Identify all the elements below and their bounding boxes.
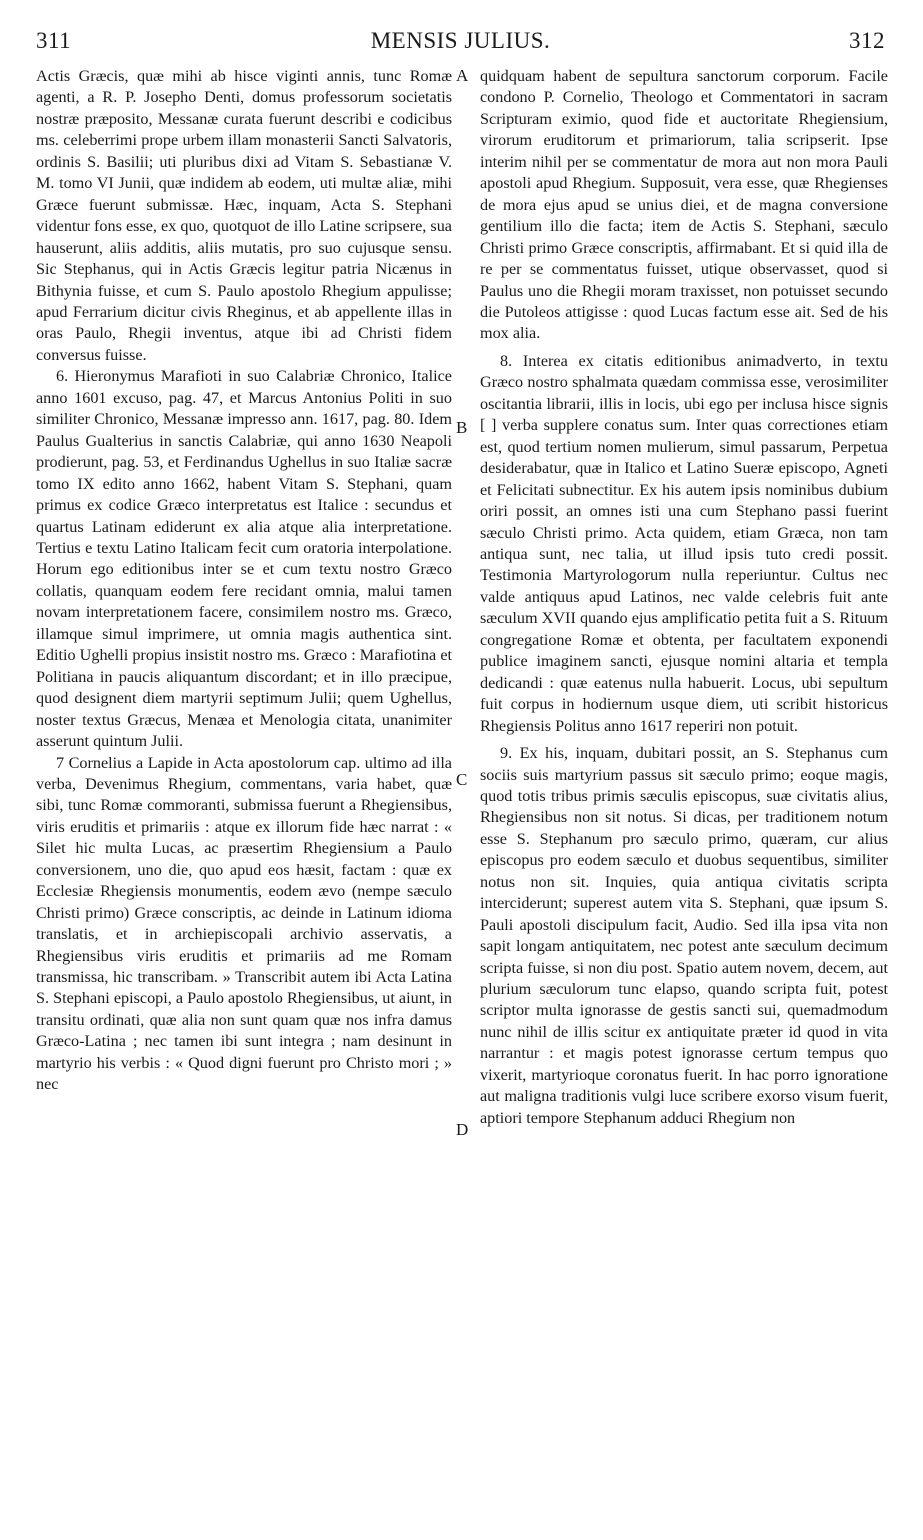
paragraph: 9. Ex his, inquam, dubitari possit, an S. Stephanus cum sociis suis martyrium passus sit sæculo primo; eoque magis, quod totis tribus primis sæculis episcopus, suæ civitatis alius, Rhegiensibus non sit notus. Si dicas, per traditionem notum esse S. Stephanum pro sæculo primo, quæram, cur alius episcopus pro eodem sæculo et duobus sequentibus, similiter notus non sit. Inquies, quia antiqua civitatis scripta interciderunt; superest autem vita S. Stephani, quæ ipsum S. Pauli apostoli discipulum facit, Audio. Sed illa ipsa vita non sapit longam antiquitatem, nec potest ante sæculum decimum scripta fuisse, si non diu post. Spatio autem novem, decem, aut plurium sæculorum tunc elapso, quando scripta fuit, potest scriptor multa ignorasse de gestis sancti sui, quemadmodum nunc nihil de illis scitur ex antiquitate præter id quod in vita narrantur : et magis potest ignorasse certum tempus quo vixerit, martyrioque coronatus fuerit. In hac porro ignoratione aut maligna traditionis vulgi luce scribere exorso visum fuerit, aptiori tempore Stephanum adduci Rhegium non [480,744,888,1127]
running-title: MENSIS JULIUS. [370,28,551,53]
margin-marker-a: A [456,66,469,85]
page-number-right: 312 [849,28,885,53]
paragraph: quidquam habent de sepultura sanctorum corporum. Facile condono P. Cornelio, Theologo et Commentatori in sacram Scripturam eximio, quod fide et auctoritate Rhegiensium, virorum eruditorum et primariorum, talia scripserit. Ipse interim nihil per se commentatur de mora aut non mora Pauli apostoli apud Rhegium. Supposuit, vera esse, quæ Rhegienses de mora ejus apud se unius diei, et de magna conversione gentilium illo die facta; item de Actis S. Stephani, sæculo Christi primo Græce conscriptis, affirmabant. Et si quid illa de re per se commentatus fuisset, utique observasset, quod si Paulus uno die Rhegii moram traxisset, non potuisset secundo die Putoleos attigisse : quod Lucas factum esse ait. Sed de his mox alia. [480,67,888,343]
left-column [36,66,452,1096]
page-number-left: 311 [36,28,72,53]
margin-marker-b: B [456,418,468,437]
paragraph: 7 Cornelius a Lapide in Acta apostolorum cap. ultimo ad illa verba, Devenimus Rhegium, commentans, varia habet, quæ sibi, tunc Romæ commoranti, submissa fuerunt a Rhegiensibus, viris eruditis et primariis : atque ex illorum fide hæc narrat : « Silet hic multa Lucas, ac præsertim Rhegiensium a Paulo conversionem, uno die, quo apud eos hæsit, factam : quæ ex Ecclesiæ Rhegiensis monumentis, eodem ævo (nempe sæculo Christi primo) Græce conscriptis, ac deinde in Latinum idioma translatis, et in archiepiscopali archivio asservatis, a Rhegiensibus viris eruditis et primariis ad me Romam transmissa, hic transcribam. » Transcribit autem ibi Acta Latina S. Stephani episcopi, a Paulo apostolo Rhegiensibus, ut aiunt, in transitu ordinati, quæ alia non sunt quam quæ nos infra damus Græco-Latina ; nec tamen ibi sunt integra ; nam desinunt in martyrio his verbis : « Quod digni fuerunt pro Christo mori ; » nec [36,753,452,1094]
paragraph: 8. Interea ex citatis editionibus animadverto, in textu Græco nostro sphalmata quædam commissa esse, verosimiliter oscitantia librarii, illis in locis, ubi ego per inclusa hisce signis [ ] verba supplere conatus sum. Inter quas correctiones etiam est, quod tertium nomen mulierum, simul passarum, Perpetua desiderabatur, quæ in Italico et Latino Sueræ episcopo, Agneti et Felicitati subnectitur. Ex his autem ipsis nominibus dubium oriri possit, an omnes isti una cum Stephano passi fuerint sæculo Christi primo. Acta quidem, etiam Græca, non tam antiqua sunt, nec talia, ut illud ipsis tuto credi possit. Testimonia Martyrologorum nulla reperiuntur. Cultus nec valde antiquus apud Latinos, nec valde celebris fuit ante sæculum XVII quando ejus amplificatio petita fuit a S. Rituum congregatione Romæ et obtenta, per facultatem exponendi publice imaginem sancti, ejusque nomini altaria et templa dedicandi : quæ eatenus nulla habuerit. Locus, ubi sepultum fuit corpus in hodiernum usque diem, uti scribit historicus Rhegiensis Politus anno 1617 reperiri non potuit. [480,351,888,735]
margin-marker-c: C [456,770,468,789]
margin-marker-d: D [456,1120,469,1139]
paragraph: 6. Hieronymus Marafioti in suo Calabriæ Chronico, Italice anno 1601 excuso, pag. 47, et Marcus Antonius Politi in suo similiter Chronico, Messanæ impresso ann. 1617, pag. 80. Idem Paulus Gualterius in sanctis Calabriæ, qui anno 1630 Neapoli prodierunt, pag. 53, et Ferdinandus Ughellus in suo Italiæ sacræ tomo IX edito anno 1662, habent Vitam S. Stephani, quam primus ex codice Græco interpretatus est Italice : secundus et quartus Latinam ediderunt ex alia atque alia interpretatione. Tertius e textu Latino Italicam fecit cum oratoria interpolatione. Horum ego editionibus inter se et cum textu nostro Græco collatis, quanquam eodem fere recidant omnia, malui tamen novam interpretationem facere, consimilem nostro ms. Græco, illamque simul imprimere, ut omnia magis authentica sint. Editio Ughelli propius insistit nostro ms. Græco : Marafiotina et Politiana in paucis aliquantum discordant; et in illo præcipue, quod designent diem martyrii septimum Julii; quem Ughellus, noster textus Græcus, Menæa et Menologia citata, unanimiter asserunt quintum Julii. [36,367,452,751]
paragraph: Actis Græcis, quæ mihi ab hisce viginti annis, tunc Romæ agenti, a R. P. Josepho Denti, domus professorum societatis nostræ præposito, Messanæ curata fuerunt describi e codicibus ms. celeberrimi prope urbem illam monasterii Sancti Salvatoris, ordinis S. Basilii; uti pluribus dixi ad Vitam S. Sebastianæ V. M. tomo VI Junii, quæ indidem ab eodem, uti multæ aliæ, mihi Græce fuerunt submissæ. Hæc, inquam, Acta S. Stephani videntur fons esse, ex quo, quotquot de illo Latine scripsere, sua hauserunt, aliis additis, aliis mutatis, pro suo cujusque sensu. Sic Stephanus, qui in Actis Græcis legitur patria Nicænus in Bithynia fuisse, et cum S. Paulo apostolo Rhegium appulisse; apud Ferrarium dicitur civis Rheginus, et ab appellente illas in oras Paulo, Rhegii inventus, atque ibi ad Christi fidem conversus fuisse. [36,67,452,364]
page-header [36,28,885,62]
right-column [480,66,888,1129]
